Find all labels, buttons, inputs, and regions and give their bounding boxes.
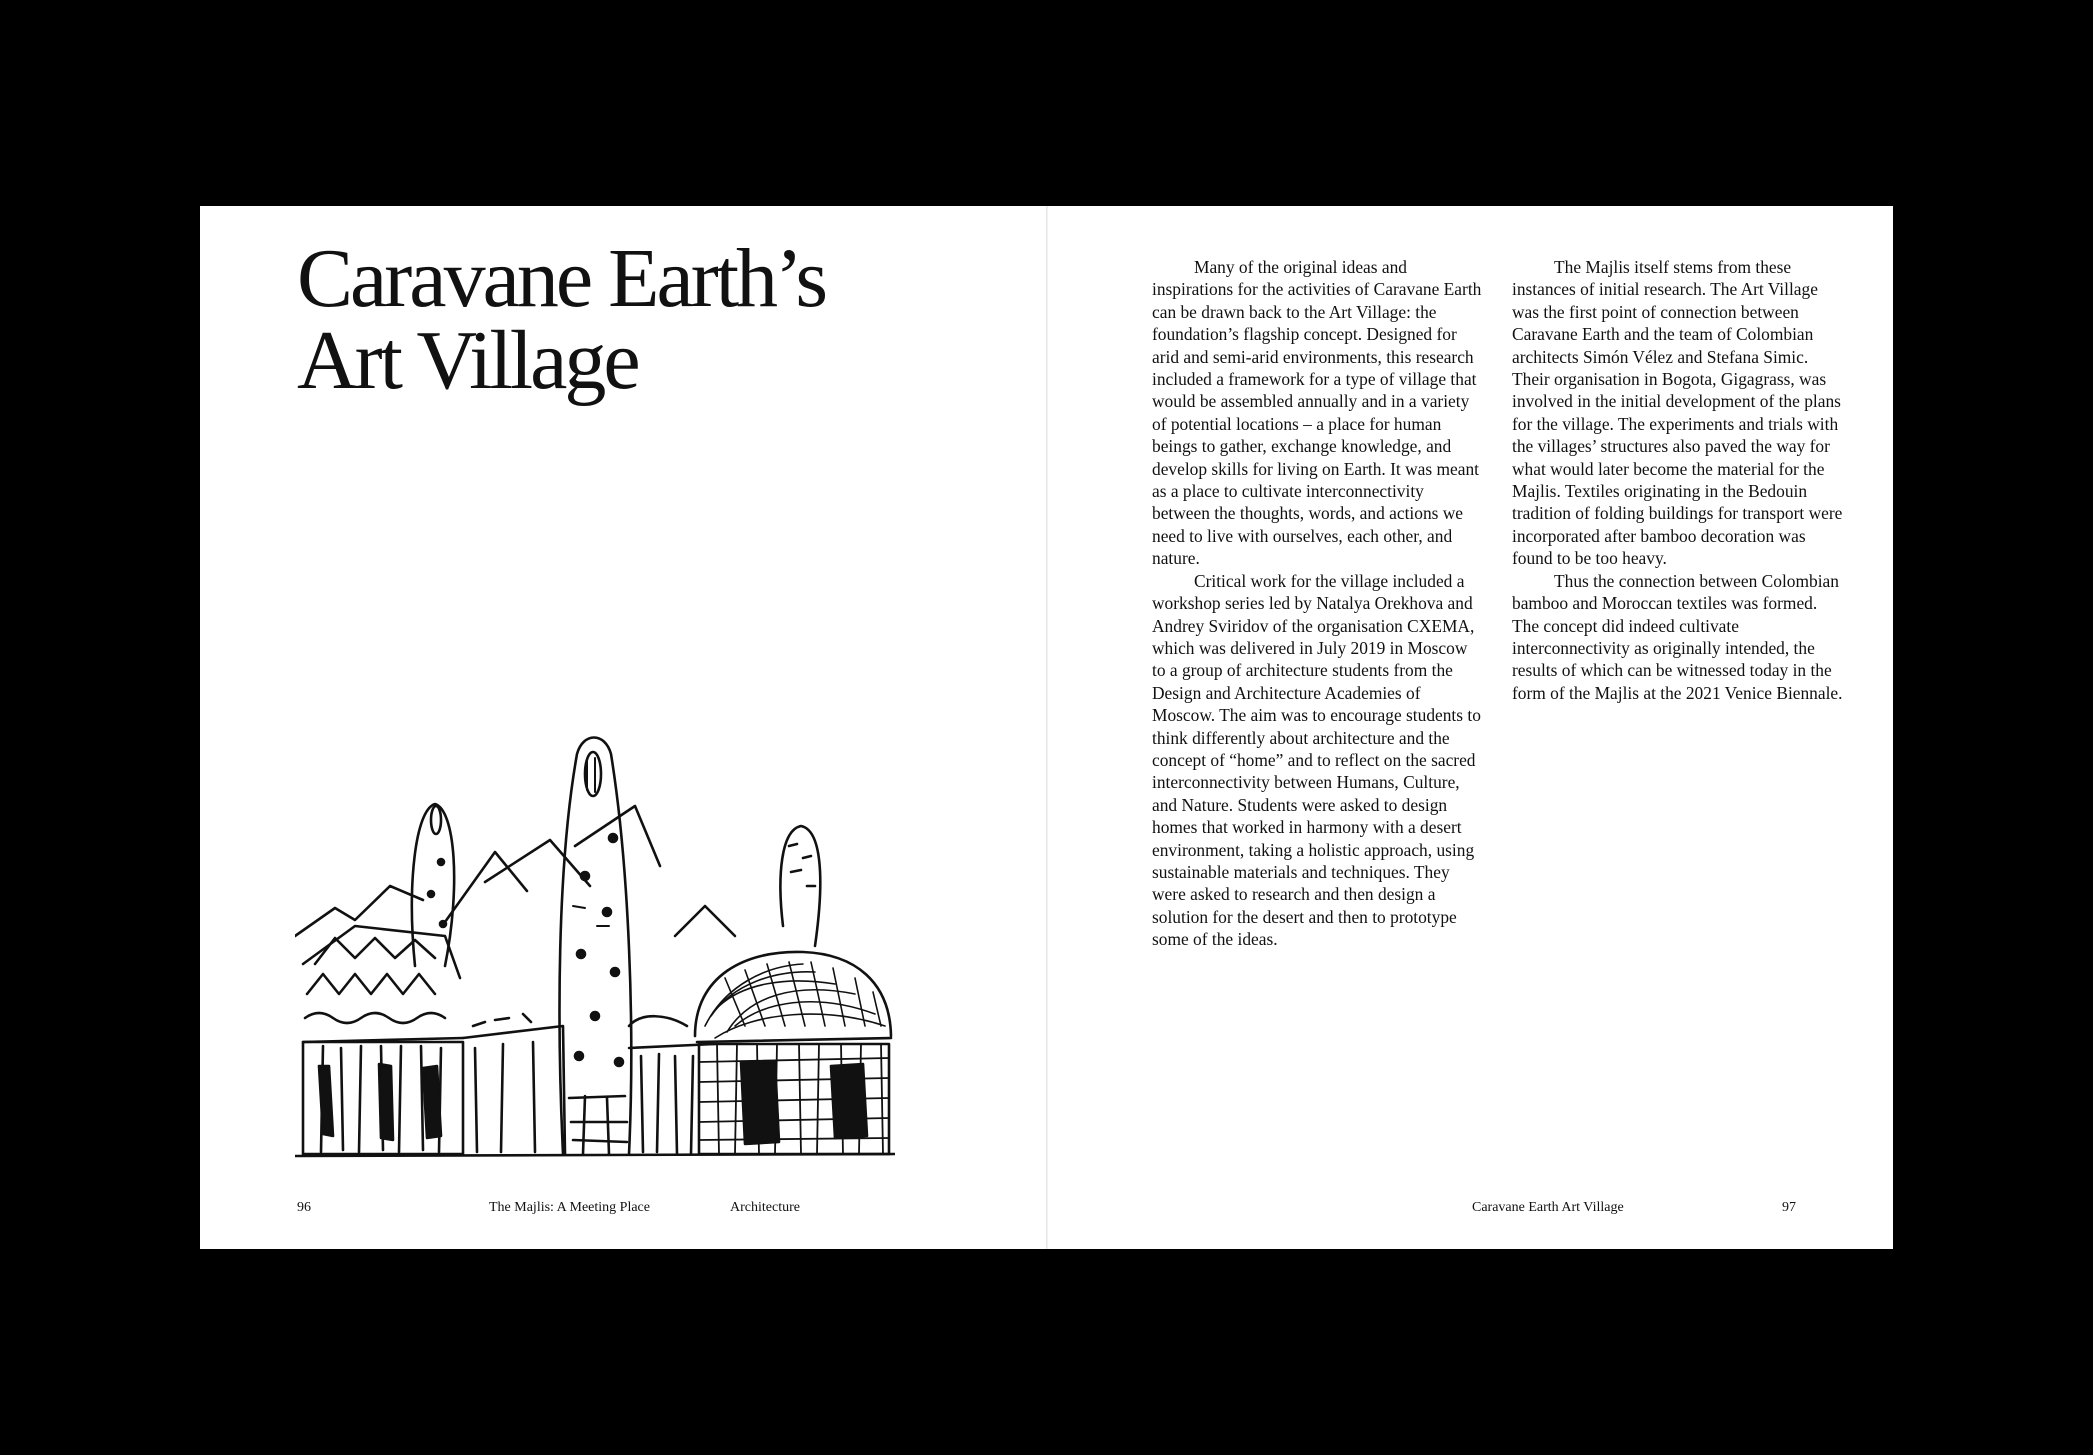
village-sketch-illustration [295, 726, 895, 1158]
left-page [200, 206, 1046, 1249]
running-chapter-title: Caravane Earth Art Village [1472, 1200, 1624, 1215]
paragraph: Many of the original ideas and inspirations for the activities of Caravane Earth can be drawn back to the Art Village: the foundation’s flagship concept. Designed for arid and semi-arid environments, this research included a framework for a type of village that would be assembled annually and in a variety of potential locations – a place for human beings to gather, exchange knowledge, and develop skills for living on Earth. It was meant as a place to cultivate interconnectivity between the thoughts, words, and actions we need to live with ourselves, each other, and nature. [1152, 257, 1482, 569]
text-column-1 [1152, 256, 1484, 951]
paragraph: Critical work for the village included a workshop series led by Natalya Orekhova and Andrey Sviridov of the organisation CXEMA, which was delivered in July 2019 in Moscow to a group of architecture students from the Design and Architecture Academies of Moscow. The aim was to encourage students to think differently about architecture and the concept of “home” and to reflect on the sacred interconnectivity between Humans, Culture, and Nature. Students were asked to design homes that worked in harmony with a desert environment, taking a holistic approach, using sustainable materials and techniques. They were asked to research and then design a solution for the desert and then to prototype some of the ideas. [1152, 570, 1481, 950]
page-number: 97 [1782, 1200, 1796, 1215]
paragraph: The Majlis itself stems from these instances of initial research. The Art Village was the first point of connection between Caravane Earth and the team of Colombian architects Simón Vélez and Stefana Simic. Their organisation in Bogota, Gigagrass, was involved in the initial development of the plans for the village. The experiments and trials with the villages’ structures also paved the way for what would later become the material for the Majlis. Textiles originating in the Bedouin tradition of folding buildings for transport were incorporated after bamboo decoration was found to be too heavy. [1512, 257, 1843, 569]
right-page [1048, 206, 1893, 1249]
text-column-2 [1512, 256, 1844, 704]
page-number: 96 [297, 1200, 311, 1215]
paragraph: Thus the connection between Colombian bamboo and Moroccan textiles was formed. The concept did indeed cultivate interconnectivity as originally intended, the results of which can be witnessed today in the form of the Majlis at the 2021 Venice Biennale. [1512, 570, 1843, 703]
page-title: Caravane Earth’s Art Village [297, 232, 826, 407]
running-section: Architecture [730, 1200, 800, 1215]
running-book-title: The Majlis: A Meeting Place [489, 1200, 650, 1215]
book-spread [200, 206, 1893, 1249]
